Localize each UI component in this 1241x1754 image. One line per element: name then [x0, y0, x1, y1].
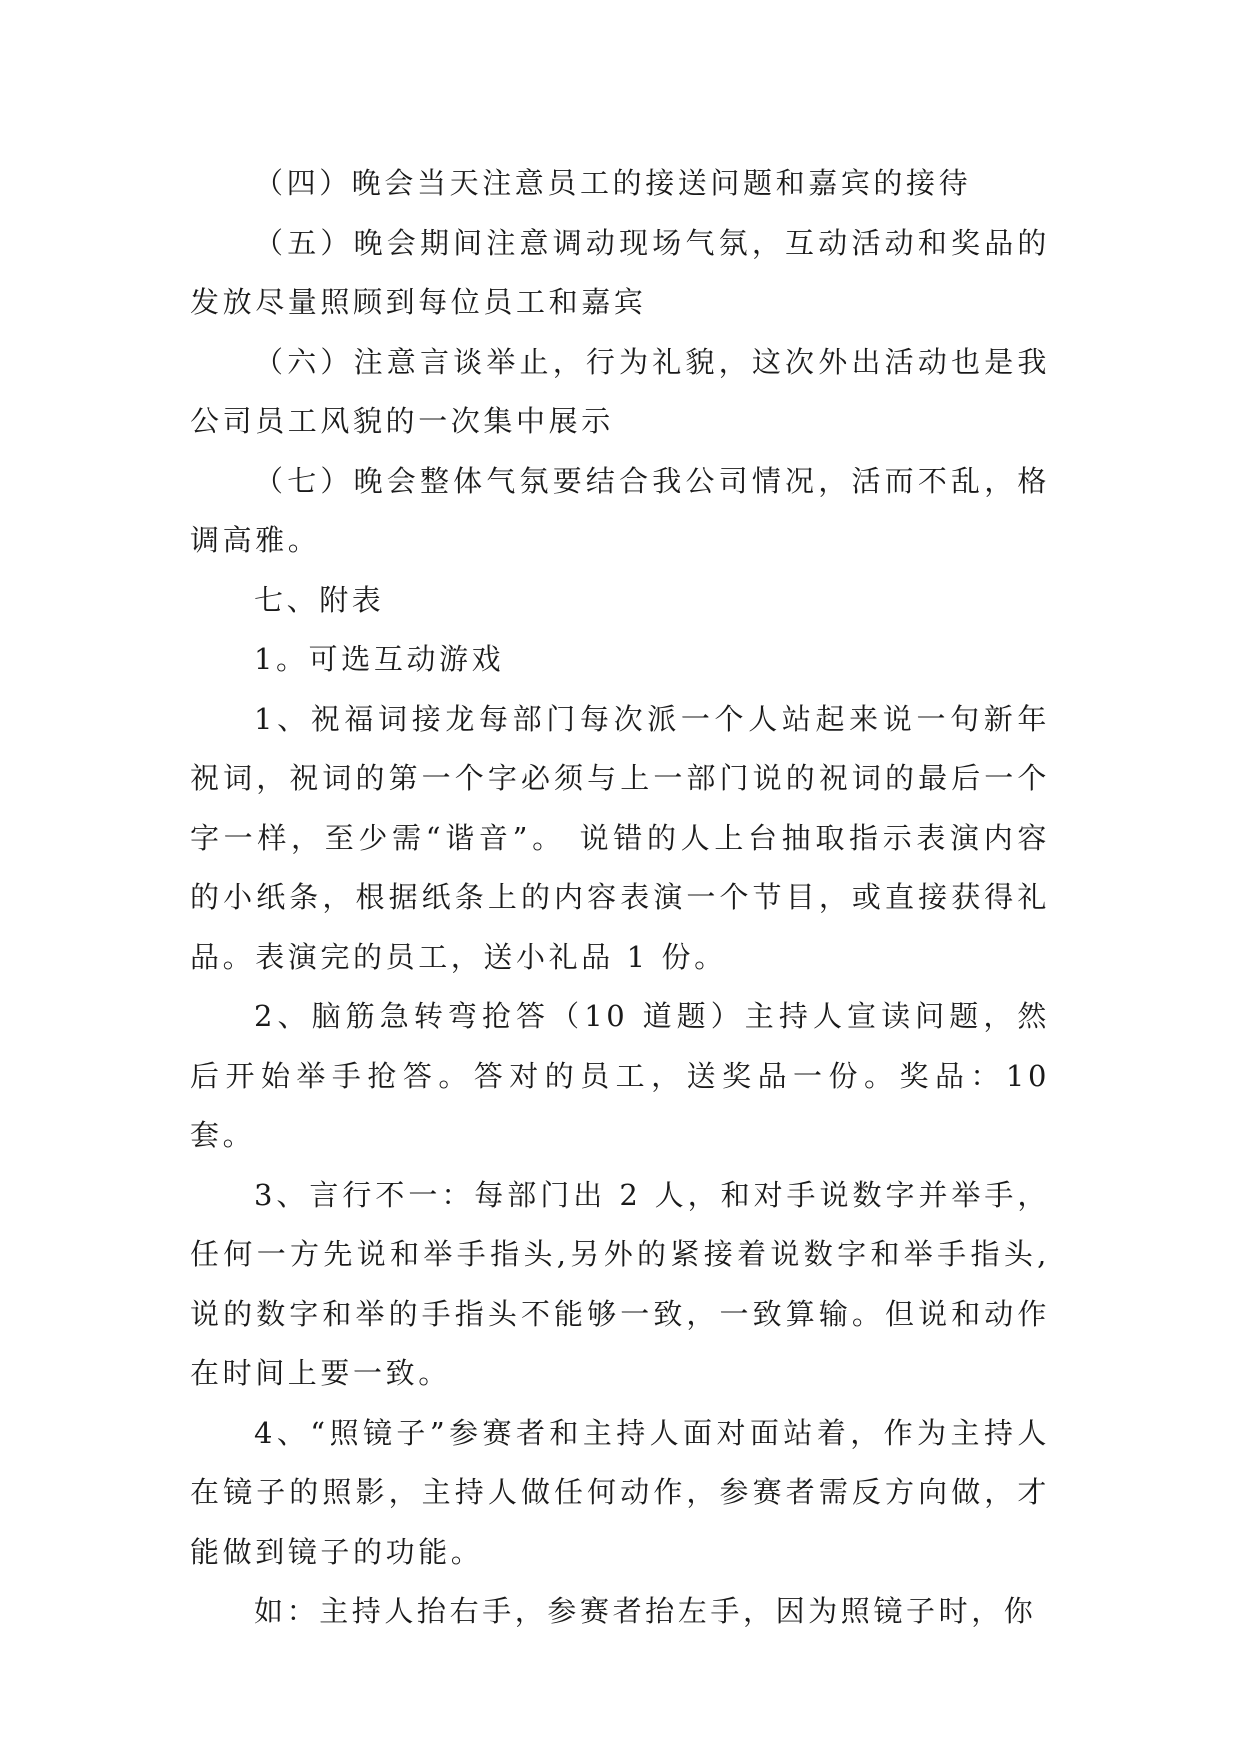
- game-item-blessing-relay: 1、祝福词接龙每部门每次派一个人站起来说一句新年祝词，祝词的第一个字必须与上一部门说的祝词的最后一个字一样，至少需“谐音”。 说错的人上台抽取指示表演内容的小纸条，根据纸条上的内容表演一个节目，或直接获得礼品。表演完的员工，送小礼品 1 份。: [190, 701, 1050, 974]
- game-item-words-vs-actions: 3、言行不一：每部门出 2 人，和对手说数字并举手，任何一方先说和举手指头,另外的紧接着说数字和举手指头,说的数字和举的手指头不能够一致，一致算输。但说和动作在时间上要一致。: [190, 1177, 1050, 1390]
- game-item-mirror: 4、“照镜子”参赛者和主持人面对面站着，作为主持人在镜子的照影，主持人做任何动作，参赛者需反方向做，才能做到镜子的功能。: [190, 1415, 1050, 1569]
- subsection-heading-games: 1。可选互动游戏: [254, 642, 505, 676]
- game-item-brain-teaser: 2、脑筋急转弯抢答（10 道题）主持人宣读问题，然后开始举手抢答。答对的员工，送奖品一份。奖品：10 套。: [190, 999, 1050, 1152]
- document-body: [190, 154, 1050, 1642]
- paragraph-item-6-conduct: （六）注意言谈举止，行为礼貌，这次外出活动也是我公司员工风貌的一次集中展示: [190, 344, 1050, 438]
- paragraph-item-7-tone: （七）晚会整体气氛要结合我公司情况，活而不乱，格调高雅。: [190, 463, 1050, 557]
- section-heading-appendix: 七、附表: [254, 582, 385, 617]
- paragraph-item-4-arrangements: （四）晚会当天注意员工的接送问题和嘉宾的接待: [254, 166, 972, 200]
- paragraph-item-5-atmosphere: （五）晚会期间注意调动现场气氛，互动活动和奖品的发放尽量照顾到每位员工和嘉宾: [190, 225, 1050, 319]
- game-item-mirror-example: 如：主持人抬右手，参赛者抬左手，因为照镜子时，你: [254, 1594, 1037, 1628]
